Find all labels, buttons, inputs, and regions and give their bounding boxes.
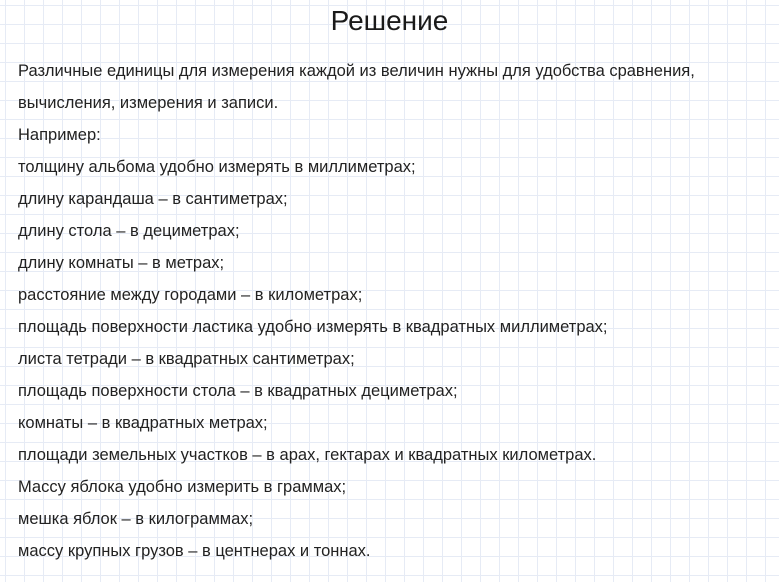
solution-text	[18, 55, 773, 567]
text-line: длину карандаша – в сантиметрах;	[18, 190, 288, 208]
page-title: Решение	[330, 5, 449, 36]
text-line: площадь поверхности ластика удобно измерять в квадратных миллиметрах;	[18, 318, 608, 336]
text-line: длину комнаты – в метрах;	[18, 254, 225, 272]
text-line: листа тетради – в квадратных сантиметрах;	[18, 350, 355, 368]
text-line: длину стола – в дециметрах;	[18, 222, 240, 240]
text-line: площадь поверхности стола – в квадратных дециметрах;	[18, 382, 458, 400]
text-line: толщину альбома удобно измерять в миллиметрах;	[18, 158, 416, 176]
text-line: Массу яблока удобно измерить в граммах;	[18, 478, 347, 496]
text-line: площади земельных участков – в арах, гектарах и квадратных километрах.	[18, 446, 597, 464]
text-line: комнаты – в квадратных метрах;	[18, 414, 268, 432]
text-line: Например:	[18, 126, 101, 144]
text-line: массу крупных грузов – в центнерах и тоннах.	[18, 542, 371, 560]
text-line: вычисления, измерения и записи.	[18, 94, 279, 112]
text-line: Различные единицы для измерения каждой из величин нужны для удобства сравнения,	[18, 62, 695, 80]
text-line: расстояние между городами – в километрах;	[18, 286, 363, 304]
text-line: мешка яблок – в килограммах;	[18, 510, 254, 528]
